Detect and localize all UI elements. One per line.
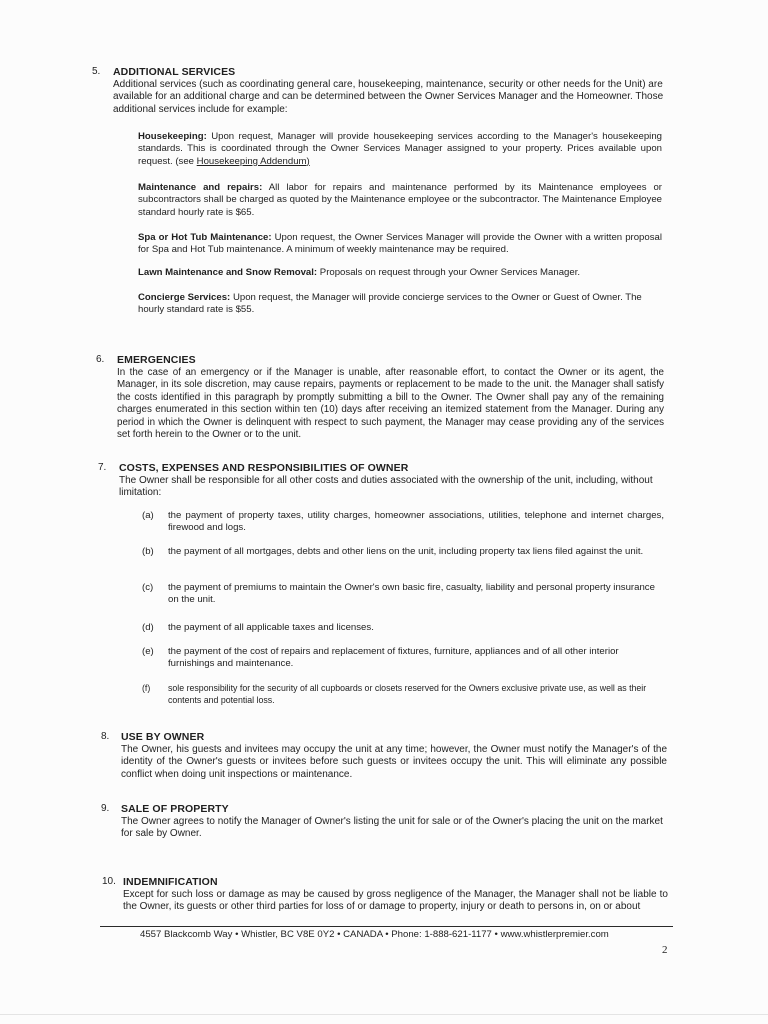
concierge-text: Upon request, the Manager will provide concierge services to the Owner or Guest of Owner. The hourly standard rate is $55. — [138, 292, 642, 316]
housekeeping-addendum-link[interactable]: Housekeeping Addendum) — [196, 155, 310, 167]
list-text: the payment of the cost of repairs and replacement of fixtures, furniture, appliances and of all other interior furnishings and maintenance. — [168, 646, 619, 670]
list-text: the payment of all applicable taxes and licenses. — [168, 622, 374, 633]
list-label: (d) — [142, 622, 154, 633]
list-text: the payment of premiums to maintain the Owner's own basic fire, casualty, liability and personal property insurance on the unit. — [168, 582, 655, 606]
section-body: The Owner, his guests and invitees may occupy the unit at any time; however, the Owner must notify the Manager's of the identity of the Owner's guests or invitees before such guests or invitees occupy the unit. This will eliminate any possible conflict when doing unit inspections or maintenance. — [121, 743, 667, 780]
lawn-label: Lawn Maintenance and Snow Removal: — [138, 267, 318, 278]
section-body: Additional services (such as coordinating general care, housekeeping, maintenance, security or other needs for the Unit) are available for an additional charge and can be determined between the Owner Services Manager and the Homeowner. Those additional services include for example: — [113, 78, 664, 115]
housekeeping-paragraph — [138, 131, 662, 168]
section-number: 10. — [102, 876, 116, 887]
section-heading: USE BY OWNER — [121, 731, 205, 743]
footer-divider — [100, 926, 673, 927]
section-number: 8. — [101, 731, 110, 742]
maintenance-label: Maintenance and repairs: — [138, 182, 263, 193]
maintenance-text: All labor for repairs and maintenance performed by its Maintenance employees or subcontractors shall be charged as quoted by the Maintenance employee or the subcontractor. The Maintenance Employee standard hourly rate is $65. — [138, 182, 662, 218]
section-body: In the case of an emergency or if the Manager is unable, after reasonable effort, to contact the Owner or its agent, the Manager, in its sole discretion, may cause repairs, payments or replacement to be made to the unit. the Manager shall satisfy the costs identified in this paragraph by promptly submitting a bill to the Owner. The Owner shall pay any of the remaining charges enumerated in this section within ten (10) days after receiving an itemized statement from the Manager. During any period in which the Owner is delinquent with respect to such payment, the Manager may cease providing any of the services set forth herein to the Owner or to the unit. — [117, 366, 664, 440]
list-label: (a) — [142, 510, 154, 521]
housekeeping-label: Housekeeping: — [138, 131, 207, 142]
spa-text: Upon request, the Owner Services Manager will provide the Owner with a written proposal for Spa and Hot Tub maintenance. A minimum of weekly maintenance may be required. — [138, 232, 662, 256]
lawn-text: Proposals on request through your Owner Services Manager. — [319, 267, 581, 278]
section-body: The Owner shall be responsible for all other costs and duties associated with the ownership of the unit, including, without limitation: — [119, 474, 653, 498]
list-text: sole responsibility for the security of all cupboards or closets reserved for the Owners exclusive private use, as well as their contents and potential loss. — [168, 683, 647, 706]
section-number: 6. — [96, 354, 105, 365]
list-text: the payment of property taxes, utility charges, homeowner associations, utilities, telephone and internet charges, firewood and logs. — [168, 510, 664, 534]
housekeeping-text: Upon request, Manager will provide housekeeping services according to the Manager's housekeeping standards. This is coordinated through the Owner Services Manager assigned to your property. Prices available upon request. (see — [138, 131, 662, 167]
concierge-label: Concierge Services: — [138, 292, 231, 303]
section-heading: SALE OF PROPERTY — [121, 803, 229, 815]
section-body: The Owner agrees to notify the Manager of Owner's listing the unit for sale or of the Owner's placing the unit on the market for sale by Owner. — [121, 815, 663, 839]
list-label: (e) — [142, 646, 154, 657]
spa-paragraph — [138, 232, 662, 257]
spa-label: Spa or Hot Tub Maintenance: — [138, 232, 272, 243]
section-body: Except for such loss or damage as may be caused by gross negligence of the Manager, the Manager shall not be liable to the Owner, its guests or other third parties for loss of or damage to property, injury or death to persons in, on or about — [123, 888, 668, 912]
concierge-paragraph — [138, 292, 662, 317]
list-label: (b) — [142, 546, 154, 557]
section-number: 9. — [101, 803, 110, 814]
list-label: (f) — [142, 683, 151, 693]
section-heading: EMERGENCIES — [117, 354, 196, 366]
section-number: 5. — [92, 66, 101, 77]
scan-edge-line — [0, 1014, 768, 1015]
section-number: 7. — [98, 462, 107, 473]
page-number: 2 — [662, 944, 668, 956]
section-heading: INDEMNIFICATION — [123, 876, 218, 888]
list-text: the payment of all mortgages, debts and other liens on the unit, including property tax liens filed against the unit. — [168, 546, 644, 557]
list-label: (c) — [142, 582, 154, 593]
maintenance-paragraph — [138, 182, 662, 219]
footer-address: 4557 Blackcomb Way • Whistler, BC V8E 0Y2 • CANADA • Phone: 1-888-621-1177 • www.whistlerpremier.com — [140, 929, 609, 940]
section-heading: ADDITIONAL SERVICES — [113, 66, 236, 78]
lawn-paragraph — [138, 267, 662, 279]
section-heading: COSTS, EXPENSES AND RESPONSIBILITIES OF OWNER — [119, 462, 409, 474]
